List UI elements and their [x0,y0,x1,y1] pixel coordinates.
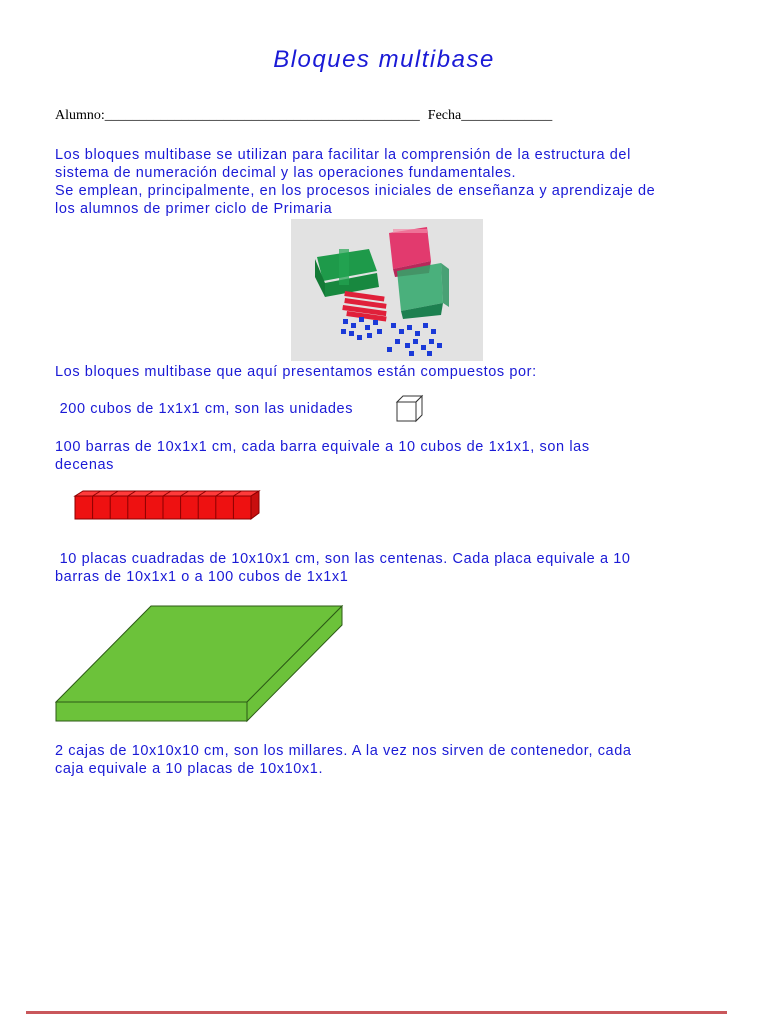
tens-line: decenas [55,457,115,473]
composed-intro: Los bloques multibase que aquí presentamos están compuestos por: [55,364,537,380]
fecha-field[interactable]: _____________ [461,108,553,123]
thousands-line: 2 cajas de 10x10x10 cm, son los millares. A la vez nos sirven de contenedor, cada [55,743,632,759]
multibase-blocks-photo [291,219,483,361]
page-title: Bloques multibase [273,46,495,73]
tens-line: 100 barras de 10x1x1 cm, cada barra equivale a 10 cubos de 1x1x1, son las [55,439,590,455]
thousands-line: caja equivale a 10 placas de 10x10x1. [55,761,324,777]
hundreds-line: 10 placas cuadradas de 10x10x1 cm, son las centenas. Cada placa equivale a 10 [55,551,631,567]
ten-bar-icon [73,490,261,522]
thousands-paragraph [55,742,735,778]
units-text: 200 cubos de 1x1x1 cm, son las unidades [55,401,354,417]
hundreds-paragraph [55,550,735,586]
intro-line: los alumnos de primer ciclo de Primaria [55,201,333,217]
unit-cube-icon [395,394,425,424]
footer-divider [26,1011,727,1014]
alumno-field[interactable]: _____________________________________________ [104,108,420,123]
hundred-plate-icon [55,605,345,723]
tens-paragraph [55,438,735,474]
intro-line: sistema de numeración decimal y las operaciones fundamentales. [55,165,517,181]
alumno-label: Alumno: [55,108,105,123]
student-form-line [55,108,552,124]
hundreds-line: barras de 10x1x1 o a 100 cubos de 1x1x1 [55,569,349,585]
fecha-label: Fecha [427,108,462,123]
intro-paragraph [55,146,735,218]
intro-line: Los bloques multibase se utilizan para facilitar la comprensión de la estructura del [55,147,631,163]
intro-line: Se emplean, principalmente, en los procesos iniciales de enseñanza y aprendizaje de [55,183,656,199]
